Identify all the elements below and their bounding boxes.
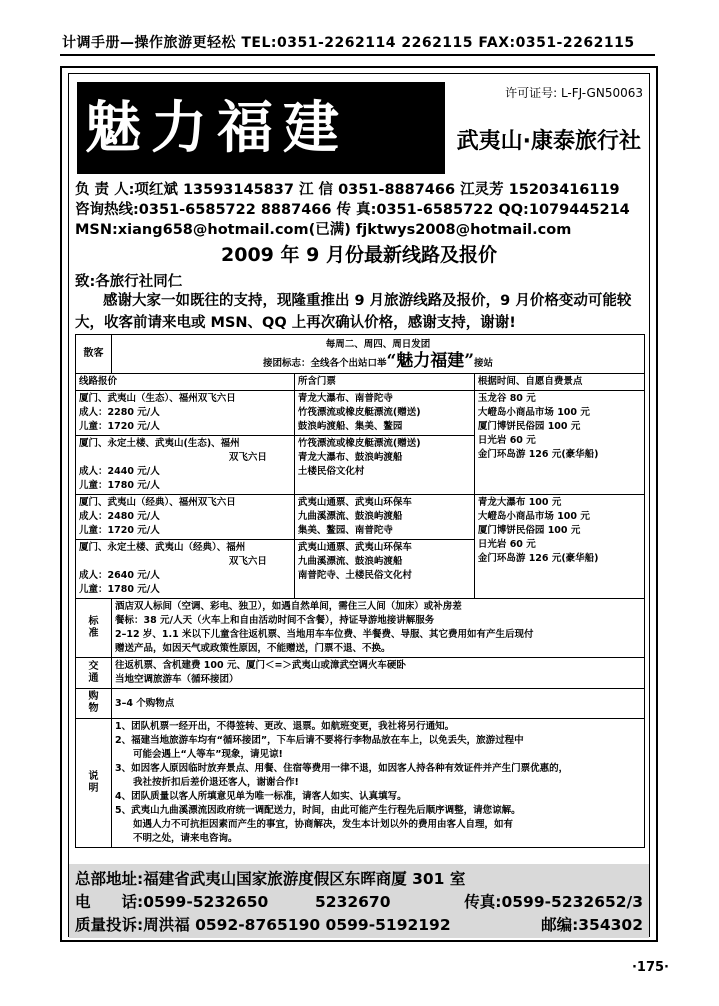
note-item: 我社按折扣后差价退还客人，谢谢合作! (133, 777, 299, 788)
footer-contacts (69, 864, 649, 938)
table-row (76, 391, 645, 436)
footer-postcode: 邮编:354302 (541, 916, 643, 934)
table-header-row (76, 374, 645, 391)
pickup-sign: “魅力福建” (386, 351, 475, 371)
note-item: 4、团队质量以客人所填意见单为唯一标准，请客人如实、认真填写。 (115, 791, 407, 802)
ticket-item: 土楼民俗文化村 (297, 466, 365, 477)
ticket-item: 鼓浪屿渡船、集美、鳌园 (297, 421, 403, 432)
child-price: 儿童：1720 元/人 (79, 421, 160, 432)
notes-label (76, 719, 112, 848)
intro-paragraph: 感谢大家一如既往的支持，现隆重推出 9 月旅游线路及报价，9 月价格变动可能较大，收客前请来电或 MSN、QQ 上再次确认价格，感谢支持，谢谢! (75, 293, 632, 331)
note-item: 如遇人力不可抗拒因素而产生的事宜，协商解决，发生本计划以外的费用由客人自理，如有 (133, 819, 514, 830)
route-title: 厦门、永定土楼、武夷山(生态)、福州 (79, 438, 240, 449)
advertisement-inner (68, 73, 650, 937)
contact-line: MSN:xiang658@hotmail.com(已满) fjktwys2008@hotmail.com (75, 222, 572, 238)
transport-item: 往返机票、含机建费 100 元、厦门＜=＞武夷山或漳武空调火车硬卧 (115, 660, 406, 671)
footer-complaint: 质量投诉:周洪福 0592-8765190 0599-5192192 (75, 916, 451, 934)
column-header: 线路报价 (76, 374, 295, 391)
notes-label-text: 说明 (88, 770, 99, 794)
adult-price: 成人：2440 元/人 (79, 466, 160, 477)
route-title: 厦门、永定土楼、武夷山（经典）、福州 (79, 542, 246, 553)
ticket-item: 九曲溪漂流、鼓浪屿渡船 (297, 556, 403, 567)
tickets-cell (294, 391, 474, 436)
footer-phone-row (75, 891, 643, 914)
column-header: 根据时间、自愿自费景点 (474, 374, 644, 391)
route-cell (76, 495, 295, 540)
departure-cell (112, 335, 645, 374)
note-item: 不明之处，请来电咨询。 (133, 833, 238, 844)
shopping-cell (112, 689, 645, 719)
child-price: 儿童：1720 元/人 (79, 525, 160, 536)
standard-label-text: 标准 (88, 615, 99, 639)
ticket-item: 武夷山通票、武夷山环保车 (297, 542, 412, 553)
optional-item: 大嶝岛小商品市场 100 元 (477, 407, 590, 418)
contact-line: 咨询热线:0351-6585722 8887466 传 真:0351-6585722 QQ:1079445214 (75, 202, 630, 218)
ticket-item: 集美、鳌园、南普陀寺 (297, 525, 393, 536)
optional-item: 金门环岛游 126 元(豪华船) (477, 553, 599, 564)
route-title: 厦门、武夷山（经典）、福州双飞六日 (79, 497, 236, 508)
note-item: 可能会遇上“人等车”现象，请见谅! (133, 749, 283, 760)
shopping-item: 3–4 个购物点 (115, 697, 175, 709)
table-row (76, 719, 645, 848)
shopping-label-text: 购物 (88, 691, 99, 714)
ticket-item: 竹筏漂流或橡皮艇漂流(赠送) (297, 438, 421, 449)
tickets-cell (294, 495, 474, 540)
standard-cell (112, 599, 645, 658)
shopping-label (76, 689, 112, 719)
pickup-line (115, 353, 641, 372)
footer-phone-2: 5232670 (315, 893, 391, 911)
header-divider (60, 54, 655, 56)
ticket-item: 竹筏漂流或橡皮艇漂流(赠送) (297, 407, 421, 418)
adult-price: 成人：2640 元/人 (79, 570, 160, 581)
adult-price: 成人：2480 元/人 (79, 511, 160, 522)
transport-item: 当地空调旅游车（循环接团） (115, 674, 239, 685)
ticket-item: 南普陀寺、土楼民俗文化村 (297, 570, 412, 581)
optional-item: 青龙大瀑布 100 元 (477, 497, 562, 508)
headline: 2009 年 9 月份最新线路及报价 (221, 244, 497, 266)
departure-text: 每周二、周四、周日发团 (325, 339, 431, 350)
pickup-suffix: 接站 (474, 358, 494, 369)
standard-item: 餐标：38 元/人天（火车上和自由活动时间不含餐），持证导游地接讲解服务 (115, 615, 435, 626)
optional-item: 大嶝岛小商品市场 100 元 (477, 511, 590, 522)
route-cell (76, 391, 295, 436)
optional-item: 厦门博饼民俗园 100 元 (477, 525, 581, 536)
footer-complaint-row (75, 914, 643, 937)
table-row (76, 335, 645, 374)
route-title: 双飞六日 (228, 556, 267, 567)
footer-fax: 传真:0599-5232652/3 (464, 893, 643, 911)
route-title: 双飞六日 (228, 452, 267, 463)
table-row (76, 689, 645, 719)
transport-label (76, 658, 112, 689)
agency-name: 武夷山·康泰旅行社 (456, 129, 641, 154)
notes-cell (112, 719, 645, 848)
greeting: 致:各旅行社同仁 (75, 274, 183, 290)
optional-cell (474, 391, 644, 495)
standard-item: 2–12 岁、1.1 米以下儿童含往返机票、当地用车车位费、半餐费、导服、其它费用如有产生后现付 (115, 629, 534, 640)
transport-cell (112, 658, 645, 689)
table-row (76, 599, 645, 658)
route-cell (76, 540, 295, 599)
optional-item: 厦门博饼民俗园 100 元 (477, 421, 581, 432)
optional-item: 玉龙谷 80 元 (477, 393, 536, 404)
column-header: 所含门票 (294, 374, 474, 391)
footer-phone: 电 话:0599-5232650 (75, 893, 269, 911)
route-title: 厦门、武夷山（生态）、福州双飞六日 (79, 393, 236, 404)
contact-line: 负 责 人:项红斌 13593145837 江 信 0351-8887466 江灵芳 15203416119 (75, 182, 620, 198)
price-table (75, 334, 645, 848)
license-number: 许可证号: L-FJ-GN50063 (505, 86, 643, 100)
guest-label: 散客 (76, 335, 112, 374)
header-bar: 计调手册—操作旅游更轻松 TEL:0351-2262114 2262115 FAX:0351-2262115 (62, 35, 635, 51)
ticket-item: 武夷山通票、武夷山环保车 (297, 497, 412, 508)
standard-label (76, 599, 112, 658)
table-row (76, 658, 645, 689)
child-price: 儿童：1780 元/人 (79, 480, 160, 491)
optional-cell (474, 495, 644, 599)
optional-item: 日光岩 60 元 (477, 435, 536, 446)
note-item: 5、武夷山九曲溪漂流因政府统一调配送力，时间，由此可能产生行程先后顺序调整，请您谅解。 (115, 805, 521, 816)
tickets-cell (294, 540, 474, 599)
route-cell (76, 436, 295, 495)
page-number: ·175· (631, 960, 669, 975)
transport-label-text: 交通 (88, 660, 99, 684)
logo: 魅力福建 (77, 82, 445, 174)
standard-item: 赠送产品，如因天气或政策性原因，不能赠送，门票不退、不换。 (115, 643, 391, 654)
tickets-cell (294, 436, 474, 495)
ticket-item: 青龙大瀑布、南普陀寺 (297, 393, 393, 404)
note-item: 3、如因客人原因临时放弃景点、用餐、住宿等费用一律不退，如因客人持各种有效证件并产生门票优惠的， (115, 763, 569, 774)
child-price: 儿童：1780 元/人 (79, 584, 160, 595)
footer-address: 总部地址:福建省武夷山国家旅游度假区东晖商厦 301 室 (75, 870, 466, 888)
ticket-item: 青龙大瀑布、鼓浪屿渡船 (297, 452, 403, 463)
note-item: 1、团队机票一经开出，不得签转、更改、退票。如航班变更，我社将另行通知。 (115, 721, 455, 732)
table-row (76, 495, 645, 540)
adult-price: 成人：2280 元/人 (79, 407, 160, 418)
ticket-item: 九曲溪漂流、鼓浪屿渡船 (297, 511, 403, 522)
advertisement-frame (60, 66, 658, 942)
optional-item: 日光岩 60 元 (477, 539, 536, 550)
note-item: 2、福建当地旅游车均有“循环接团”，下车后请不要将行李物品放在车上，以免丢失，旅游过程中 (115, 735, 524, 746)
pickup-prefix: 接团标志：全线各个出站口举 (262, 358, 387, 369)
optional-item: 金门环岛游 126 元(豪华船) (477, 449, 599, 460)
standard-item: 酒店双人标间（空调、彩电、独卫），如遇自然单间，需住三人间（加床）或补房差 (115, 601, 462, 612)
